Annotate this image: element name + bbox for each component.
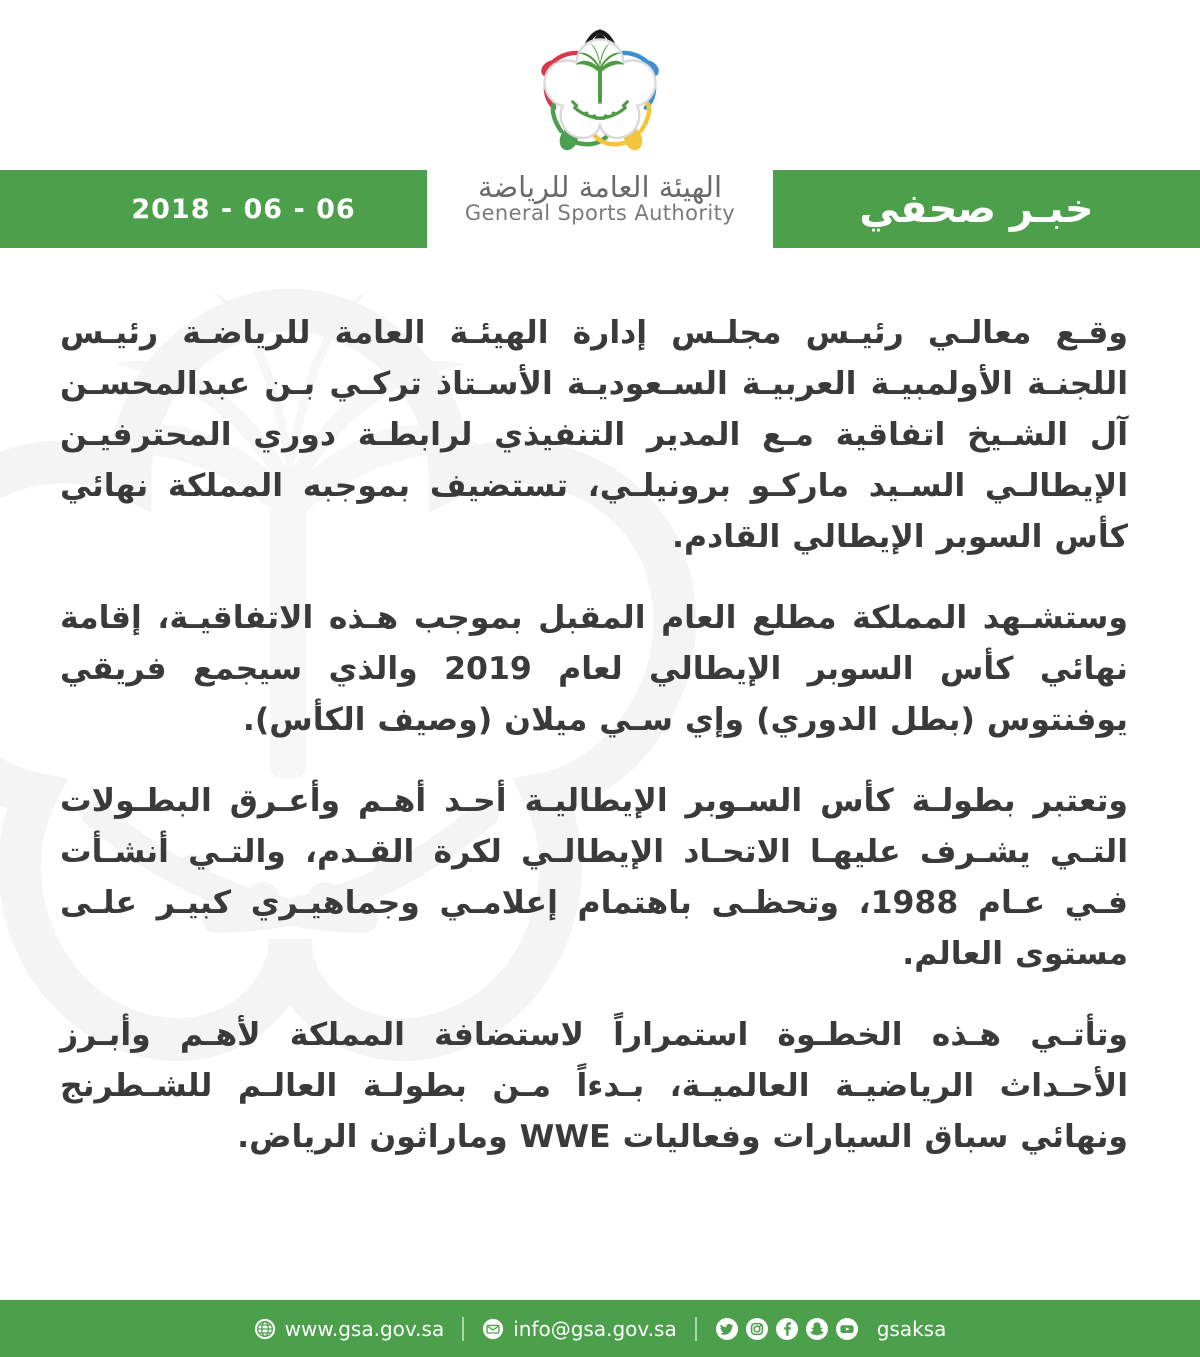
gsa-logo-block	[427, 18, 773, 248]
globe-icon	[254, 1318, 276, 1340]
logo-name-english: General Sports Authority	[464, 201, 736, 226]
twitter-icon[interactable]	[715, 1317, 739, 1341]
website-group[interactable]	[236, 1317, 463, 1341]
social-handle: gsaksa	[876, 1316, 947, 1341]
gsa-flower-emblem-icon	[522, 18, 678, 170]
email-group[interactable]	[464, 1317, 695, 1341]
snapchat-icon[interactable]	[805, 1317, 829, 1341]
page-header	[0, 0, 1200, 250]
press-release-tag: خبـر صحفي	[859, 186, 1094, 232]
paragraph-4: وتأتـي هـذه الخطـوة استمراراً لاستضافة المملكة لأهـم وأبـرز الأحـداث الرياضيـة العالميـة، بـدءاً مـن بطولـة العالـم للشـطرنج ونهائي سباق السيارات وفعاليات WWE وماراثون الرياض.	[60, 1017, 1128, 1156]
envelope-icon	[482, 1318, 504, 1340]
website-url: www.gsa.gov.sa	[284, 1316, 445, 1341]
instagram-icon[interactable]	[745, 1317, 769, 1341]
email-address: info@gsa.gov.sa	[513, 1316, 677, 1341]
paragraph-2: وستشـهد المملكة مطلع العام المقبل بموجب هـذه الاتفاقيـة، إقامة نهائي كأس السوبر الإيطالي لعام 2019 والذي سيجمع فريقي يوفنتوس (بطل الدوري) وإي سـي ميلان (وصيف الكأس).	[60, 600, 1128, 739]
facebook-icon[interactable]	[775, 1317, 799, 1341]
youtube-icon[interactable]	[835, 1317, 859, 1341]
paragraph-3: وتعتبر بطولـة كأس السـوبر الإيطاليـة أحـد أهـم وأعـرق البطـولات التـي يشـرف عليهـا الاتحـاد الإيطالـي لكرة القـدم، والتـي أنشـأت فـي عـام 1988، وتحظـى باهتمام إعلامـي وجماهيـري كبيـر علـى مستوى العالم.	[60, 783, 1128, 973]
date-badge: 2018 - 06 - 06	[131, 193, 356, 225]
article-body	[0, 250, 1200, 1300]
paragraph-1: وقـع معالـي رئيـس مجلـس إدارة الهيئـة العامة للرياضـة رئيـس اللجنـة الأولمبيـة العربيـة السـعوديـة الأسـتاذ تركـي بـن عبدالمحسـن آل الشـيخ اتفاقية مـع المدير التنفيذي لرابطـة دوري المحترفيـن الإيطالـي السـيد ماركـو برونيلـي، تستضيف بموجبه المملكة نهائي كأس السوبر الإيطالي القادم.	[60, 315, 1128, 556]
page-footer	[0, 1300, 1200, 1357]
social-group[interactable]	[697, 1317, 965, 1341]
article-content	[0, 250, 1200, 1163]
logo-name-arabic: الهيئة العامة للرياضة	[477, 170, 723, 204]
